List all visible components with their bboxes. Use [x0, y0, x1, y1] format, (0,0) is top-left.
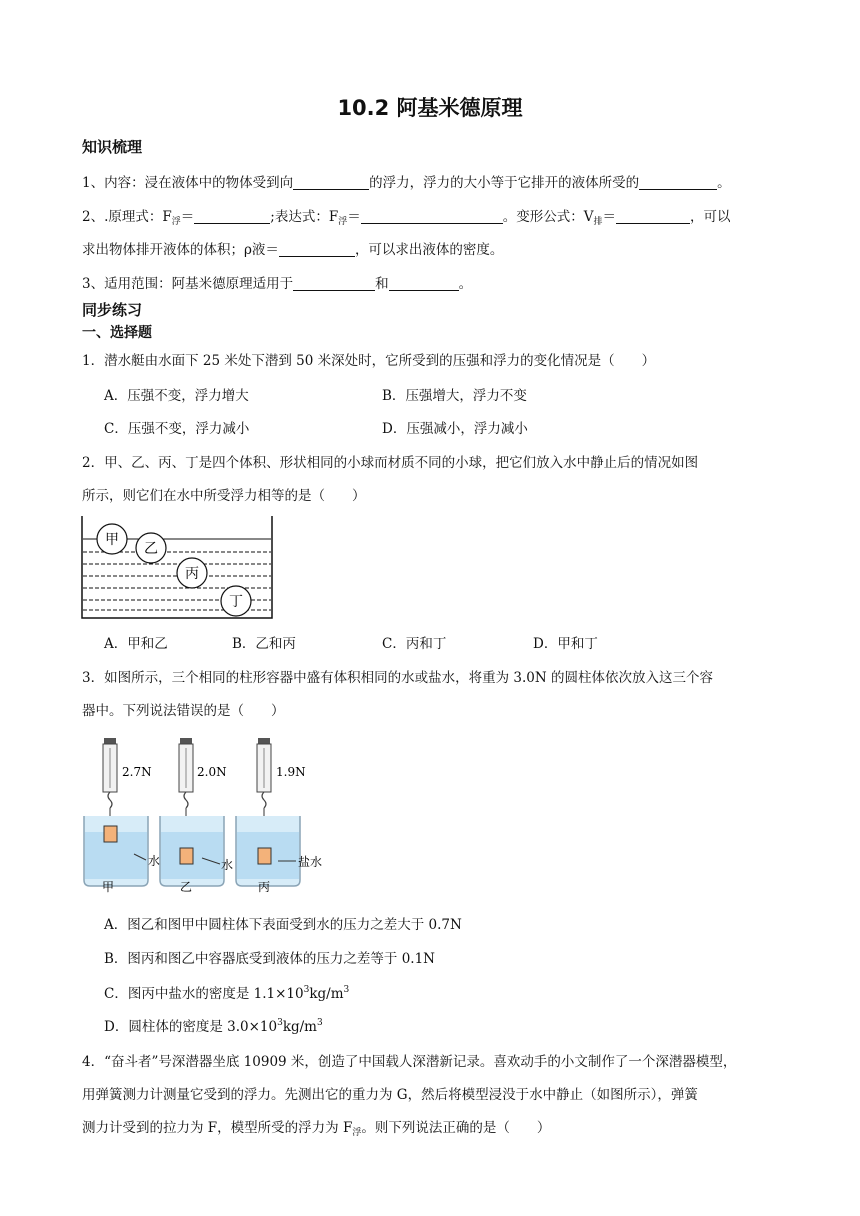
scale-set-yi	[160, 738, 233, 894]
question-3-line-1: 3．如图所示，三个相同的柱形容器中盛有体积相同的水或盐水，将重为 3.0N 的圆柱体依次放入这三个容	[82, 670, 713, 686]
q2-option-d[interactable]: D．甲和丁	[533, 636, 598, 652]
reading-label: 2.7N	[122, 765, 152, 779]
knowledge-line-4	[82, 272, 472, 292]
blank-principle[interactable]	[194, 209, 270, 224]
q3-spring-scale-figure	[78, 730, 348, 900]
q2-option-a[interactable]: A．甲和乙	[104, 636, 168, 652]
text: ＝	[347, 209, 361, 225]
superscript: 3	[343, 985, 350, 995]
figure-label: 乙	[179, 880, 193, 894]
page-title: 10.2 阿基米德原理	[337, 96, 523, 120]
subscript: 浮	[338, 217, 348, 227]
superscript: 3	[316, 1018, 323, 1028]
question-1: 1．潜水艇由水面下 25 米处下潜到 50 米深处时，它所受到的压强和浮力的变化情况是（ ）	[82, 353, 656, 369]
q2-option-b[interactable]: B．乙和丙	[232, 636, 296, 652]
ball-bing	[177, 558, 207, 588]
text: 求出物体排开液体的体积；ρ液＝	[82, 242, 279, 258]
text: 。变形公式：V	[502, 209, 594, 225]
q1-option-d[interactable]: D．压强减小，浮力减小	[382, 421, 528, 437]
ball-yi	[136, 533, 166, 563]
reading-label: 2.0N	[197, 765, 227, 779]
question-4-line-1: 4．“奋斗者”号深潜器坐底 10909 米，创造了中国载人深潜新记录。喜欢动手的小文制作了一个深潜器模型，	[82, 1054, 737, 1070]
blank-volume[interactable]	[616, 209, 690, 224]
text: D．圆柱体的密度是 3.0×10	[104, 1019, 278, 1035]
ball-jia	[97, 524, 127, 554]
q2-beaker-figure	[78, 512, 278, 622]
blank-force[interactable]	[639, 175, 717, 190]
liquid-label: 水	[221, 858, 234, 872]
subscript: 浮	[171, 217, 181, 227]
knowledge-line-2	[82, 205, 730, 227]
liquid-label: 水	[148, 854, 161, 868]
q3-option-a[interactable]: A．图乙和图甲中圆柱体下表面受到水的压力之差大于 0.7N	[104, 917, 462, 933]
text: 。	[458, 276, 473, 292]
text: ，可以求出液体的密度。	[354, 242, 504, 258]
question-4-line-2: 用弹簧测力计测量它受到的浮力。先测出它的重力为 G，然后将模型浸没于水中静止（如图所示），弹簧	[82, 1087, 698, 1103]
text: 3、适用范围：阿基米德原理适用于	[82, 276, 294, 292]
reading-label: 1.9N	[276, 765, 306, 779]
text: kg/m	[309, 986, 344, 1002]
text: 。则下列说法正确的是（ ）	[361, 1120, 551, 1136]
blank-direction[interactable]	[293, 175, 369, 190]
q1-option-b[interactable]: B．压强增大，浮力不变	[382, 388, 527, 404]
section-heading: 一、选择题	[82, 325, 152, 341]
blank-scope-2[interactable]	[389, 276, 459, 291]
ball-ding	[221, 586, 251, 616]
scale-set-jia	[84, 738, 160, 894]
question-2-line-1: 2．甲、乙、丙、丁是四个体积、形状相同的小球而材质不同的小球，把它们放入水中静止后的情况如图	[82, 455, 699, 471]
scale-set-bing	[236, 738, 322, 894]
figure-label: 甲	[101, 880, 115, 894]
q2-option-c[interactable]: C．丙和丁	[382, 636, 447, 652]
knowledge-heading: 知识梳理	[82, 138, 143, 156]
text: ＝	[180, 209, 195, 225]
text: ，可以	[689, 209, 731, 225]
q1-option-c[interactable]: C．压强不变，浮力减小	[104, 421, 250, 437]
liquid-label: 盐水	[298, 855, 323, 869]
practice-heading: 同步练习	[82, 301, 143, 319]
text: ＝	[602, 209, 616, 225]
q3-option-d[interactable]	[104, 1015, 323, 1035]
blank-expression[interactable]	[361, 209, 503, 224]
text: kg/m	[282, 1019, 317, 1035]
question-2-line-2: 所示，则它们在水中所受浮力相等的是（ ）	[82, 488, 366, 504]
blank-scope-1[interactable]	[293, 276, 375, 291]
q3-option-c[interactable]	[104, 982, 349, 1002]
text: 。	[717, 175, 731, 191]
ball-label: 丙	[185, 566, 199, 582]
text: 2、.原理式：F	[82, 209, 172, 225]
figure-label: 丙	[257, 880, 271, 894]
text: 的浮力，浮力的大小等于它排开的液体所受的	[369, 175, 640, 191]
knowledge-line-3	[82, 238, 503, 258]
text: 1、内容：浸在液体中的物体受到向	[82, 175, 294, 191]
ball-label: 乙	[144, 541, 158, 557]
superscript: 3	[303, 985, 310, 995]
q1-option-a[interactable]: A．压强不变，浮力增大	[104, 388, 249, 404]
text: 测力计受到的拉力为 F，模型所受的浮力为 F	[82, 1120, 353, 1136]
question-4-line-3	[82, 1116, 550, 1138]
subscript: 浮	[352, 1128, 362, 1138]
text: ;表达式：F	[270, 209, 339, 225]
subscript: 排	[593, 217, 603, 227]
knowledge-line-1	[82, 171, 731, 191]
q3-option-b[interactable]: B．图丙和图乙中容器底受到液体的压力之差等于 0.1N	[104, 951, 435, 967]
blank-density[interactable]	[279, 242, 355, 257]
superscript: 3	[277, 1018, 283, 1028]
ball-label: 丁	[229, 594, 243, 610]
text: 和	[375, 276, 389, 292]
question-3-line-2: 器中。下列说法错误的是（ ）	[82, 703, 285, 719]
ball-label: 甲	[105, 532, 119, 548]
text: C．图丙中盐水的密度是 1.1×10	[104, 986, 304, 1002]
